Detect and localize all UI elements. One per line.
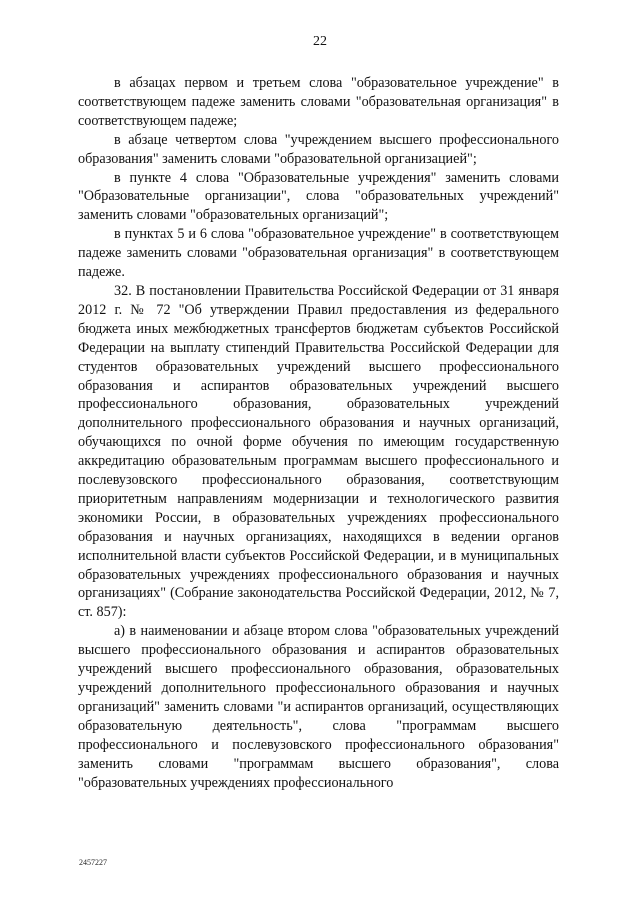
paragraph-1: в абзацах первом и третьем слова "образовательное учреждение" в соответствующем падеже заменить словами "образовательная организация" в соответствующем падеже; bbox=[78, 75, 559, 129]
paragraph-4: в пунктах 5 и 6 слова "образовательное учреждение" в соответствующем падеже заменить словами "образовательная организация" в соответствующем падеже. bbox=[78, 226, 559, 281]
document-body bbox=[78, 74, 559, 792]
paragraph-6: а) в наименовании и абзаце втором слова "образовательных учреждений высшего профессионального образования и аспирантов образовательных учреждений высшего профессионального образования, образовательных учреждений дополнительного профессионального образования и научных организаций" заменить словами "и аспирантов организаций, осуществляющих образовательную деятельность", слова "программам высшего профессионального и послевузовского профессионального образования" заменить словами "программам высшего образования", слова "образовательных учреждениях профессионального bbox=[78, 623, 559, 791]
paragraph-2: в абзаце четвертом слова "учреждением высшего профессионального образования" заменить словами "образовательной организацией"; bbox=[78, 131, 559, 167]
page-number: 22 bbox=[313, 34, 327, 49]
paragraph-3: в пункте 4 слова "Образовательные учреждения" заменить словами "Образовательные организации", слова "образовательных учреждений" заменить словами "образовательных организаций"; bbox=[78, 169, 559, 224]
paragraph-5: 32. В постановлении Правительства Российской Федерации от 31 января 2012 г. № 72 "Об утверждении Правил предоставления из федерального бюджета иных межбюджетных трансфертов бюджетам субъектов Российской Федерации на выплату стипендий Правительства Российской Федерации для студентов образовательных учреждений высшего профессионального образования и аспирантов образовательных учреждений высшего профессионального образования, образовательных учреждений дополнительного профессионального образования и научных организаций, обучающихся по очной форме обучения по имеющим государственную аккредитацию образовательным программам высшего профессионального и послевузовского профессионального образования, соответствующим приоритетным направлениям модернизации и технологического развития экономики России, в образовательных учреждениях профессионального образования и научных организациях, находящихся в ведении органов исполнительной власти субъектов Российской Федерации, и в муниципальных образовательных учреждениях профессионального образования и научных организациях" (Собрание законодательства Российской Федерации, 2012, № 7, ст. 857): bbox=[78, 282, 559, 621]
document-code: 2457227 bbox=[79, 858, 107, 867]
